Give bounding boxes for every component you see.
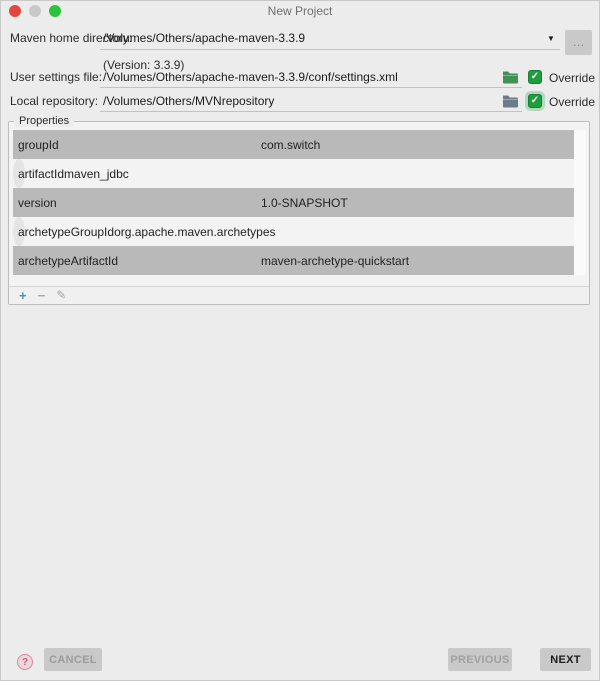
local-repository-value[interactable]: /Volumes/Others/MVNrepository	[103, 94, 275, 108]
folder-open-icon[interactable]	[502, 94, 519, 108]
user-settings-underline	[100, 87, 522, 88]
property-value: 1.0-SNAPSHOT	[261, 195, 348, 210]
user-settings-label: User settings file:	[10, 70, 103, 84]
window-title: New Project	[267, 4, 333, 18]
help-icon[interactable]: ?	[17, 654, 33, 670]
table-scrollbar[interactable]	[574, 130, 586, 275]
user-settings-override-checkbox[interactable]: ✓	[528, 70, 542, 84]
maven-home-value[interactable]: /Volumes/Others/apache-maven-3.3.9	[103, 31, 306, 45]
next-button[interactable]: NEXT	[540, 648, 591, 671]
property-value: org.apache.maven.archetypes	[114, 224, 276, 239]
table-row[interactable]	[13, 217, 276, 246]
property-key: version	[18, 195, 57, 210]
edit-icon[interactable]: ✎	[56, 288, 67, 302]
property-key: archetypeArtifactId	[18, 253, 119, 268]
local-repository-override-label: Override	[549, 95, 596, 109]
add-icon[interactable]: +	[19, 288, 27, 303]
properties-group-title: Properties	[14, 115, 74, 127]
local-repository-override-checkbox[interactable]: ✓	[528, 94, 542, 108]
remove-icon[interactable]: −	[37, 288, 46, 303]
maven-home-browse-button[interactable]: …	[565, 30, 592, 55]
table-row[interactable]	[13, 130, 575, 159]
user-settings-value[interactable]: /Volumes/Others/apache-maven-3.3.9/conf/settings.xml	[103, 70, 398, 84]
maven-version-note: (Version: 3.3.9)	[103, 58, 185, 72]
property-value: maven_jdbc	[64, 166, 129, 181]
folder-open-icon[interactable]	[502, 70, 519, 84]
user-settings-override-label: Override	[549, 71, 596, 85]
properties-toolbar	[9, 286, 589, 304]
property-value: com.switch	[261, 137, 321, 152]
local-repository-underline	[100, 111, 522, 112]
maven-home-combo-underline	[100, 49, 560, 50]
chevron-down-icon[interactable]: ▼	[547, 34, 555, 43]
property-key: archetypeGroupId	[18, 224, 115, 239]
table-row[interactable]	[13, 188, 575, 217]
local-repository-label: Local repository:	[10, 94, 99, 108]
table-row[interactable]	[13, 246, 575, 275]
property-key: groupId	[18, 137, 59, 152]
table-row[interactable]	[13, 159, 129, 188]
title-bar	[0, 0, 600, 22]
property-key: artifactId	[18, 166, 65, 181]
cancel-button[interactable]: CANCEL	[44, 648, 102, 671]
property-value: maven-archetype-quickstart	[261, 253, 410, 268]
properties-group	[8, 115, 590, 305]
properties-table	[9, 122, 589, 304]
previous-button[interactable]: PREVIOUS	[448, 648, 512, 671]
maven-home-label: Maven home directory:	[10, 31, 133, 45]
